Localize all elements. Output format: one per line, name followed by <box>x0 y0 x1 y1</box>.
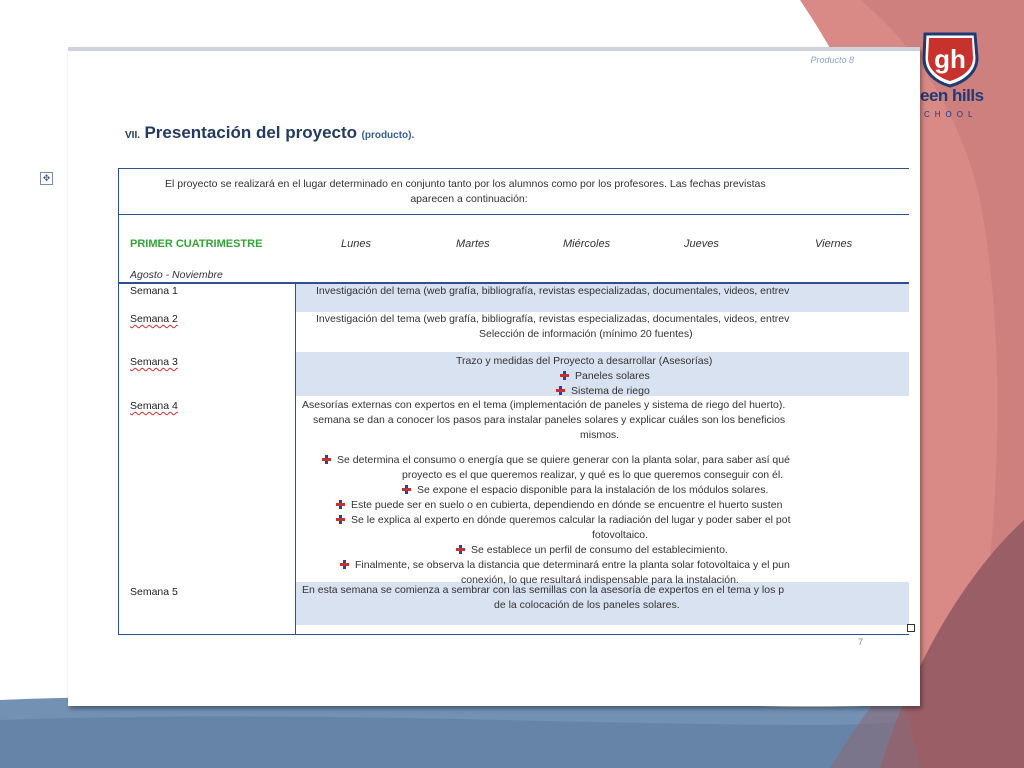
week-label-4: Semana 4 <box>130 400 178 412</box>
bullet-icon <box>402 485 411 494</box>
bullet-icon <box>336 515 345 524</box>
week-label-3: Semana 3 <box>130 356 178 368</box>
week-3-bullet-2: Sistema de riego <box>556 384 650 399</box>
activities-column <box>296 284 909 634</box>
periodo-label: Agosto - Noviembre <box>130 269 223 281</box>
section-subtitle: (producto). <box>361 130 415 141</box>
cuatrimestre-label: PRIMER CUATRIMESTRE <box>130 238 263 250</box>
bullet-icon <box>456 545 465 554</box>
week-4-bullet-6-cont: conexión, lo que resultará indispensable para la instalación. <box>461 574 739 586</box>
intro-paragraph <box>119 169 909 215</box>
page-number: 7 <box>857 637 863 647</box>
resize-handle[interactable] <box>907 624 915 632</box>
week-4-line-3: mismos. <box>580 429 620 441</box>
week-label-5: Semana 5 <box>130 586 178 598</box>
table-header-row <box>119 214 909 282</box>
week-4-bullet-1: Se determina el consumo o energía que se quiere generar con la planta solar, para saber así qué <box>322 453 790 468</box>
week-4-bullet-5: Se establece un perfil de consumo del establecimiento. <box>456 543 728 558</box>
section-heading: Presentación del proyecto <box>144 123 358 142</box>
week-4-bullet-4-cont: fotovoltaico. <box>592 529 649 541</box>
bullet-icon <box>340 560 349 569</box>
school-name: een hills <box>920 86 984 105</box>
document-page <box>68 47 920 706</box>
week-3-line-1: Trazo y medidas del Proyecto a desarrollar (Asesorías) <box>456 355 713 367</box>
week-2-line-2: Selección de información (mínimo 20 fuentes) <box>479 328 693 340</box>
week-label-2: Semana 2 <box>130 313 178 325</box>
week-4-bullet-3: Este puede ser en suelo o en cubierta, dependiendo en dónde se encuentre el huerto susten <box>336 498 782 513</box>
bullet-icon <box>560 371 569 380</box>
day-wednesday: Miércoles <box>563 238 611 250</box>
section-title <box>125 123 414 143</box>
schedule-table <box>118 168 909 635</box>
weeks-column <box>119 284 296 634</box>
bullet-icon <box>336 500 345 509</box>
week-4-line-1: Asesorías externas con expertos en el tema (implementación de paneles y sistema de riego del huerto). <box>302 399 786 411</box>
school-subtitle: CHOOL <box>924 110 978 119</box>
week-4-bullet-1-cont: proyecto es el que queremos realizar, y qué es lo que queremos conseguir con él. <box>402 469 784 481</box>
week-5-line-1: En esta semana se comienza a sembrar con las semillas con la asesoría de expertos en el tema y los p <box>302 584 785 596</box>
week-5-line-2: de la colocación de los paneles solares. <box>494 599 680 611</box>
logo-monogram: gh <box>934 44 966 74</box>
week-3-bullet-1: Paneles solares <box>560 369 650 384</box>
table-move-handle[interactable]: ✥ <box>40 172 53 185</box>
day-tuesday: Martes <box>456 238 490 250</box>
day-thursday: Jueves <box>684 238 719 250</box>
week-4-bullet-2: Se expone el espacio disponible para la instalación de los módulos solares. <box>402 483 768 498</box>
week-label-1: Semana 1 <box>130 285 178 297</box>
bullet-icon <box>556 386 565 395</box>
intro-line-1: El proyecto se realizará en el lugar determinado en conjunto tanto por los alumnos como por los profesores. Las fechas previstas <box>165 178 766 190</box>
week-4-bullet-4: Se le explica al experto en dónde queremos calcular la radiación del lugar y poder saber el pot <box>336 513 791 528</box>
week-1-text: Investigación del tema (web grafía, bibliografía, revistas especializadas, documentales, videos, entrev <box>316 285 790 297</box>
week-4-bullet-6: Finalmente, se observa la distancia que determinará entre la planta solar fotovoltaica y el pun <box>340 558 790 573</box>
week-2-line-1: Investigación del tema (web grafía, bibliografía, revistas especializadas, documentales, videos, entrev <box>316 313 790 325</box>
day-friday: Viernes <box>815 238 853 250</box>
section-number: VII. <box>125 130 141 141</box>
header-label: Producto 8 <box>810 55 854 65</box>
week-4-line-2: semana se dan a conocer los pasos para instalar paneles solares y explicar cuáles son los beneficios <box>313 414 786 426</box>
intro-line-2: aparecen a continuación: <box>410 193 528 205</box>
day-monday: Lunes <box>341 238 371 250</box>
bullet-icon <box>322 455 331 464</box>
